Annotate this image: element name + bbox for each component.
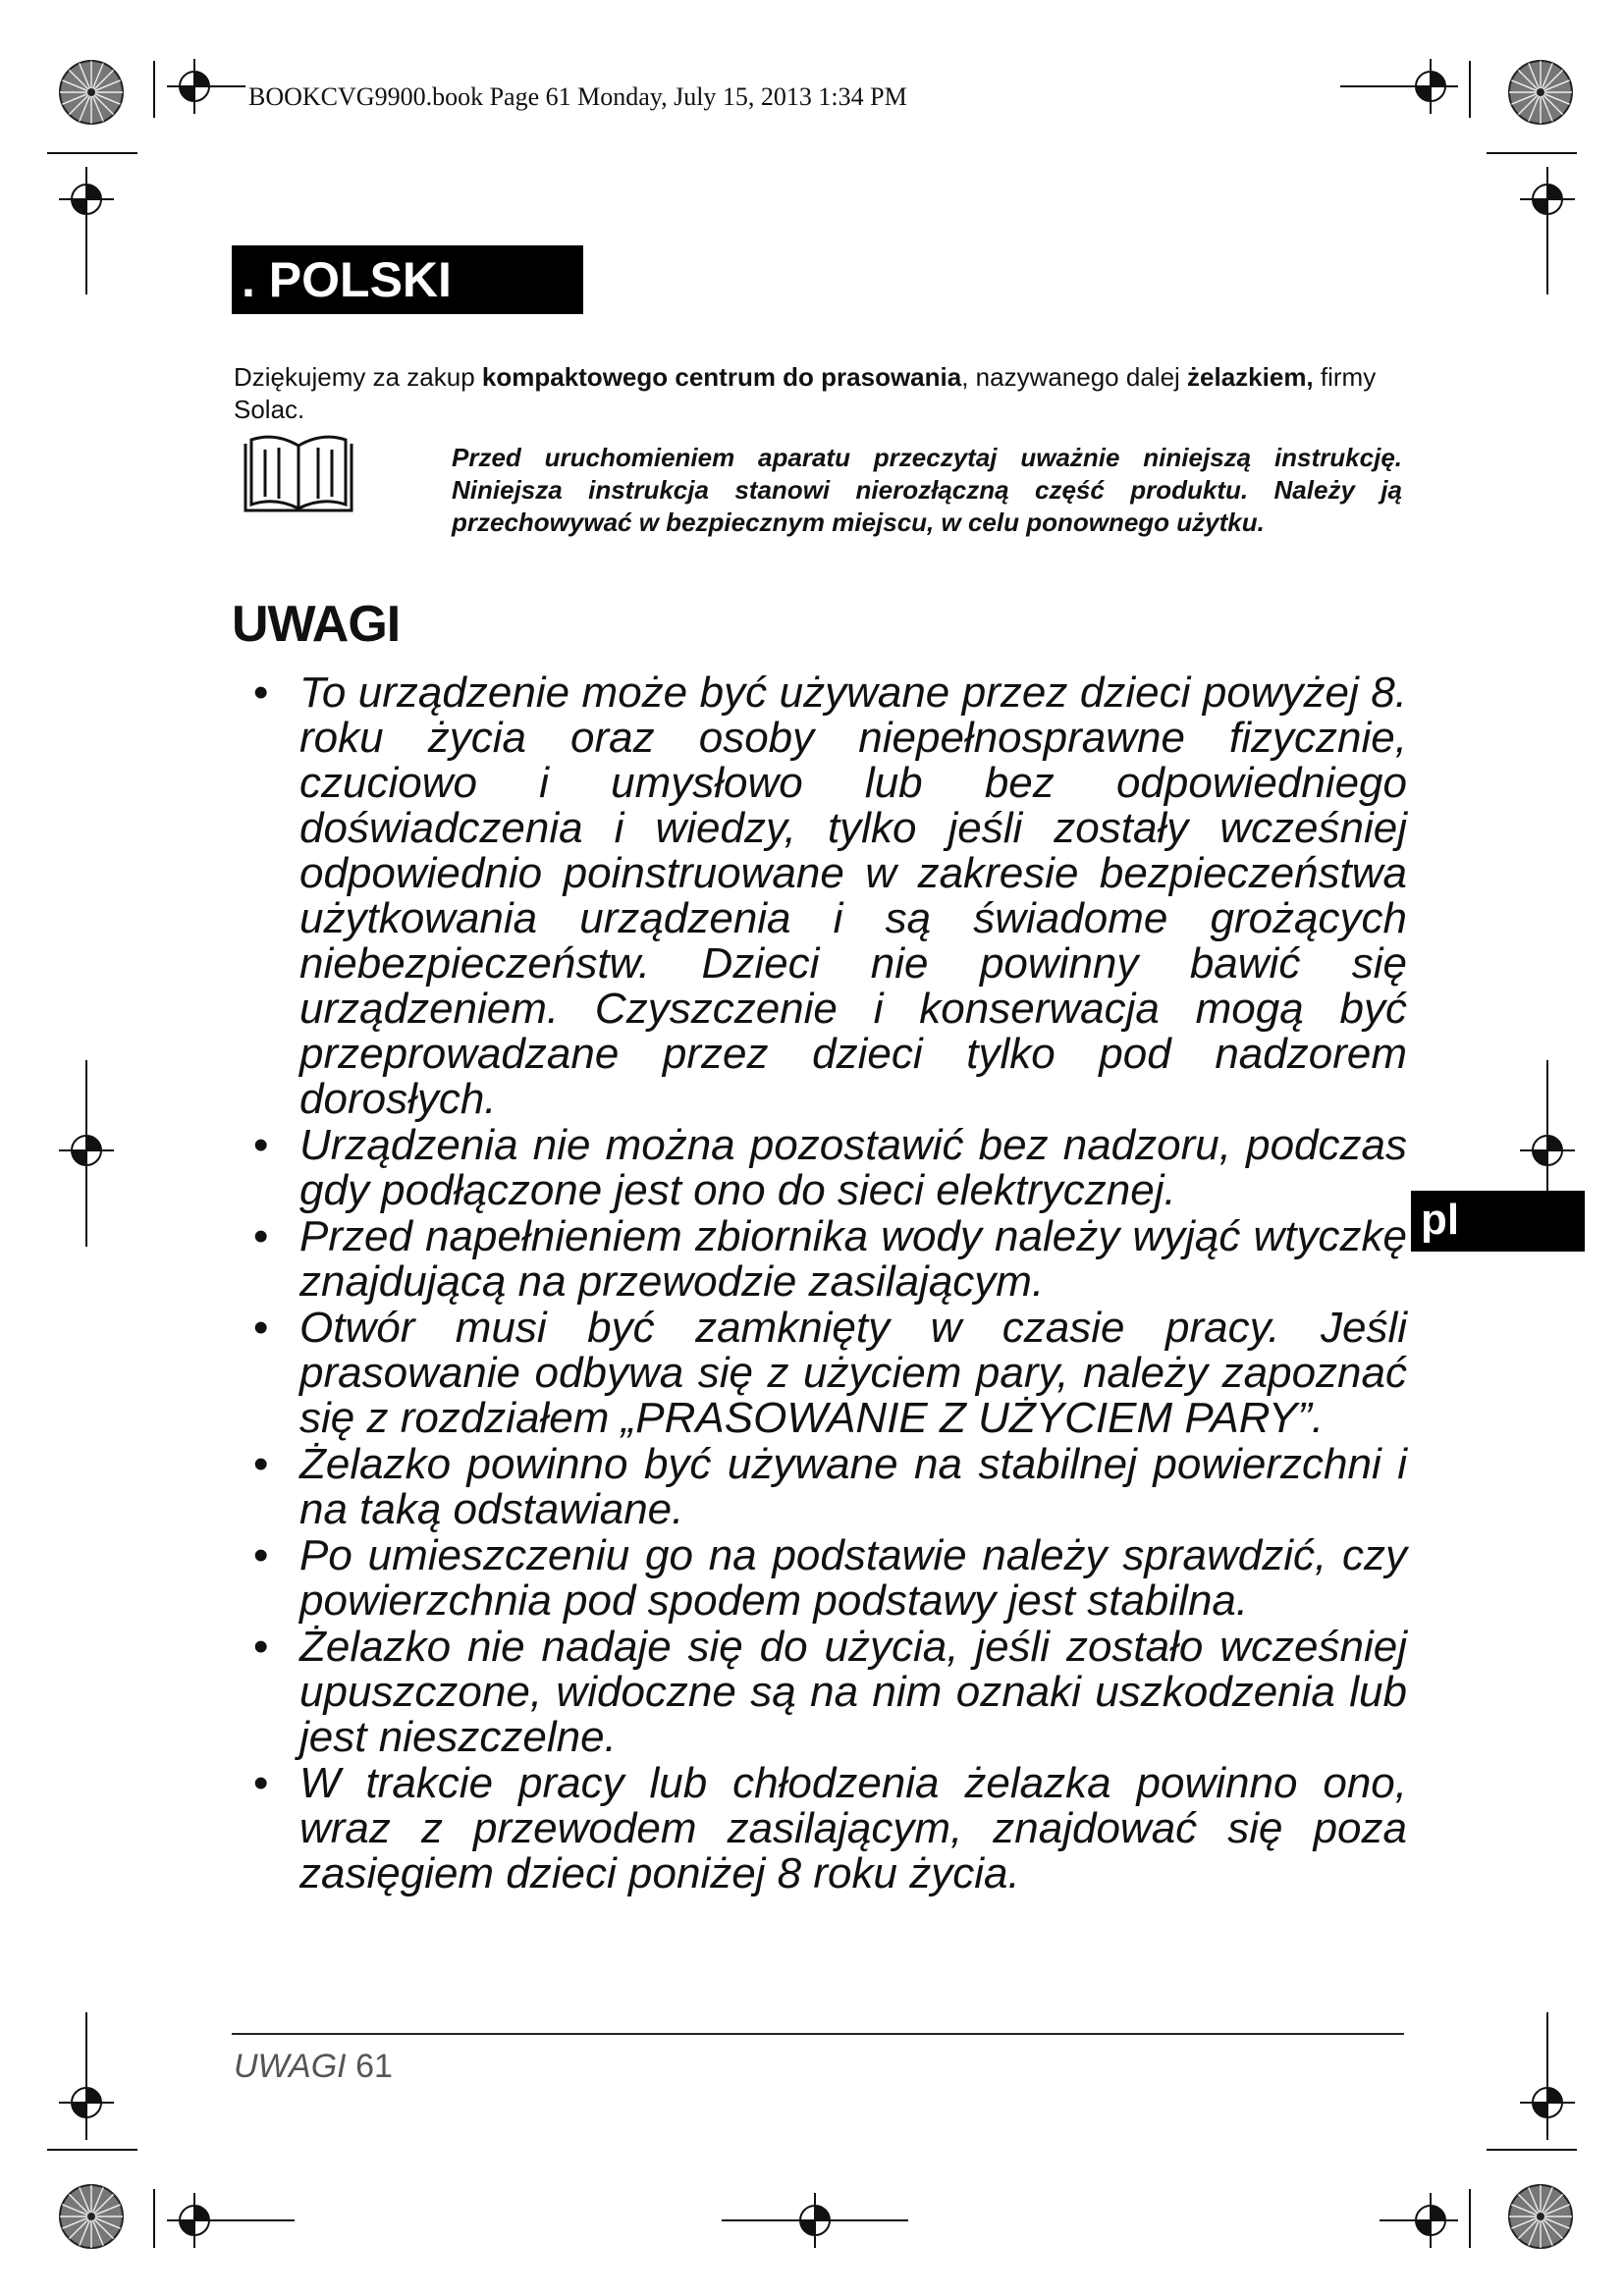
list-item bbox=[253, 1123, 1407, 1213]
intro-text-2: , nazywanego dalej bbox=[961, 362, 1188, 392]
list-item bbox=[253, 670, 1407, 1122]
list-item-text: Przed napełnieniem zbiornika wody należy wyjąć wtyczkę znajdującą na przewodzie zasilającym. bbox=[299, 1212, 1407, 1306]
crosshair-right-mid bbox=[1520, 1123, 1575, 1178]
warnings-list bbox=[253, 670, 1407, 1897]
list-item bbox=[253, 1625, 1407, 1760]
crosshair-right-bottom bbox=[1520, 2075, 1575, 2130]
crosshair-left-top bbox=[59, 172, 114, 227]
page-number: 61 bbox=[355, 2048, 393, 2085]
list-item-text: Żelazko powinno być używane na stabilnej powierzchni i na taką odstawiane. bbox=[299, 1440, 1407, 1533]
list-item bbox=[253, 1306, 1407, 1441]
list-item bbox=[253, 1442, 1407, 1532]
language-side-tab: pl bbox=[1411, 1191, 1585, 1252]
intro-text-3: firmy Solac. bbox=[234, 362, 1377, 424]
crosshair-bottom-2 bbox=[1403, 2193, 1458, 2248]
intro-paragraph bbox=[234, 361, 1402, 426]
open-book-icon bbox=[240, 432, 357, 520]
list-item-text: Żelazko nie nadaje się do użycia, jeśli zostało wcześniej upuszczone, widoczne są na nim oznaki uszkodzenia lub jest nieszczelne. bbox=[299, 1623, 1407, 1761]
list-item bbox=[253, 1533, 1407, 1624]
intro-product-name: kompaktowego centrum do prasowania bbox=[481, 362, 962, 392]
language-banner: . POLSKI bbox=[232, 245, 583, 314]
star-mark-top-left bbox=[60, 61, 123, 124]
page-footer bbox=[234, 2048, 393, 2086]
intro-product-alias: żelazkiem, bbox=[1187, 362, 1314, 392]
read-instructions-notice: Przed uruchomieniem aparatu przeczytaj uważnie niniejszą instrukcję. Niniejsza instrukcja stanowi nierozłączną część produktu. Należy ją przechowywać w bezpiecznym miejscu, w celu ponownego użytku. bbox=[452, 443, 1402, 537]
crosshair-left-mid bbox=[59, 1123, 114, 1178]
bullet-glyph: • bbox=[253, 1440, 269, 1488]
footer-section-name: UWAGI bbox=[234, 2048, 347, 2085]
intro-text-1: Dziękujemy za zakup bbox=[234, 362, 482, 392]
bullet-glyph: • bbox=[253, 1759, 269, 1807]
crosshair-top-1 bbox=[167, 59, 222, 114]
bullet-glyph: • bbox=[253, 1121, 269, 1169]
bullet-glyph: • bbox=[253, 1623, 269, 1671]
bullet-glyph: • bbox=[253, 1531, 269, 1579]
list-item-text: Otwór musi być zamknięty w czasie pracy. Jeśli prasowanie odbywa się z użyciem pary, należy zapoznać się z rozdziałem „PRASOWANIE Z UŻYCIEM PARY”. bbox=[299, 1304, 1407, 1442]
list-item-text: Urządzenia nie można pozostawić bez nadzoru, podczas gdy podłączone jest ono do sieci elektrycznej. bbox=[299, 1121, 1407, 1214]
list-item bbox=[253, 1761, 1407, 1896]
footer-divider bbox=[232, 2033, 1404, 2035]
crosshair-left-bottom bbox=[59, 2075, 114, 2130]
crosshair-top-2 bbox=[1403, 59, 1458, 114]
bullet-glyph: • bbox=[253, 1212, 269, 1260]
book-file-header: BOOKCVG9900.book Page 61 Monday, July 15, 2013 1:34 PM bbox=[248, 82, 907, 111]
list-item-text: W trakcie pracy lub chłodzenia żelazka powinno ono, wraz z przewodem zasilającym, znajdować się poza zasięgiem dzieci poniżej 8 roku życia. bbox=[299, 1759, 1407, 1897]
crosshair-bottom-mid bbox=[787, 2193, 842, 2248]
crosshair-right-top bbox=[1520, 172, 1575, 227]
star-mark-bottom-left bbox=[60, 2185, 123, 2248]
star-mark-bottom-right bbox=[1509, 2185, 1572, 2248]
bullet-glyph: • bbox=[253, 1304, 269, 1352]
section-title: UWAGI bbox=[232, 596, 401, 653]
list-item bbox=[253, 1214, 1407, 1305]
star-mark-top-right bbox=[1509, 61, 1572, 124]
bullet-glyph: • bbox=[253, 668, 269, 717]
list-item-text: To urządzenie może być używane przez dzieci powyżej 8. roku życia oraz osoby niepełnosprawne fizycznie, czuciowo i umysłowo lub bez odpowiedniego doświadczenia i wiedzy, tylko jeśli zostały wcześniej odpowiednio poinstruowane w zakresie bezpieczeństwa użytkowania urządzenia i są świadome grożących niebezpieczeństw. Dzieci nie powinny bawić się urządzeniem. Czyszczenie i konserwacja mogą być przeprowadzane przez dzieci tylko pod nadzorem dorosłych. bbox=[299, 668, 1407, 1123]
crosshair-bottom-1 bbox=[167, 2193, 222, 2248]
list-item-text: Po umieszczeniu go na podstawie należy sprawdzić, czy powierzchnia pod spodem podstawy jest stabilna. bbox=[299, 1531, 1407, 1625]
